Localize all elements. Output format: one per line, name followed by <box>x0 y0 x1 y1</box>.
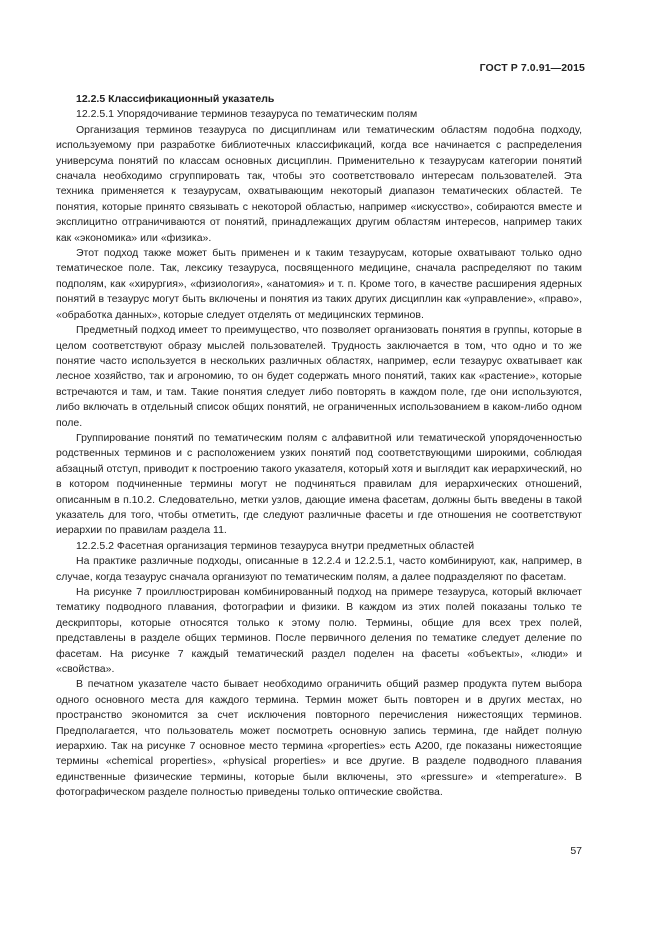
subsection-heading-12-2-5-2: 12.2.5.2 Фасетная организация терминов тезауруса внутри предметных областей <box>76 539 475 552</box>
paragraph: Организация терминов тезауруса по дисциплинам или тематическим областям подобна подходу, используемому при разработке библиотечных классификаций, когда все начинается с распределения универсума понятий по классам основных дисциплин. Применительно к тезаурусам категории понятий сначала необходимо сгруппировать так, чтобы это соответствовало интересам пользователей. Эта техника применяется к тезаурусам, охватывающим некоторый диапазон тематических областей. Те понятия, которые принято связывать с некоторой областью, например «искусство», собираются вместе и эксплицитно отграничиваются от понятий, принадлежащих другим областям интересов, например таких как «экономика» или «физика». <box>56 123 582 244</box>
paragraph: Этот подход также может быть применен и к таким тезаурусам, которые охватывают только одно тематическое поле. Так, лексику тезауруса, посвященного медицине, сначала распределяют по таким подполям, как «хирургия», «физиология», «анатомия» и т. п. Кроме того, в качестве расширения ядерных понятий в тезаурус могут быть включены и понятия из таких других дисциплин как «управление», «право», «обработка данных», которые следует отделять от медицинских терминов. <box>56 247 582 321</box>
paragraph: В печатном указателе часто бывает необходимо ограничить общий размер продукта путем выбора одного основного места для каждого термина. Термин может быть повторен и в других местах, но пространство экономится за счет исключения повторного перечисления нижестоящих терминов. Предполагается, что пользователь может посмотреть основную запись термина, где найдет полную иерархию. Так на рисунке 7 основное место термина «properties» есть A200, где показаны нижестоящие термины «chemical properties», «physical properties» и все другие. В разделе подводного плавания единственные физические термины, которые были включены, это «pressure» и «temperature». В фотографическом разделе полностью приведены только оптические свойства. <box>56 678 582 799</box>
paragraph: На рисунке 7 проиллюстрирован комбинированный подход на примере тезауруса, который включает тематику подводного плавания, фотографии и физики. В каждом из этих полей показаны только те дескрипторы, которые относятся только к этому полю. Термины, общие для всех трех полей, представлены в разделе общих терминов. После первичного деления по тематике следует деление по фасетам. На рисунке 7 каждый тематический раздел поделен на фасеты «объекты», «люди» и «свойства». <box>56 586 582 676</box>
document-body <box>56 92 582 801</box>
paragraph: Группирование понятий по тематическим полям с алфавитной или тематической упорядоченностью родственных терминов и с расположением узких понятий под соответствующими широкими, соблюдая абзацный отступ, приводит к построению такого указателя, который хотя и выглядит как иерархический, но в котором подчиненные термины могут не подчиняться правилам для иерархических отношений, описанным в п.10.2. Следовательно, метки узлов, дающие имена фасетам, должны быть введены в такой указатель для того, чтобы отметить, где следуют различные фасеты и где отношения не соответствуют иерархии по правилам раздела 11. <box>56 431 582 537</box>
subsection-heading-12-2-5-1: 12.2.5.1 Упорядочивание терминов тезауруса по тематическим полям <box>76 108 418 121</box>
paragraph: Предметный подход имеет то преимущество, что позволяет организовать понятия в группы, которые в целом соответствуют образу мыслей пользователей. Трудность заключается в том, что одно и то же понятие часто используется в нескольких различных областях, например, если тезаурус охватывает как лесное хозяйство, так и агрономию, то он будет содержать много понятий, таких как «растение», которые встречаются и там, и там. Такие понятия следует либо повторять в каждом поле, где они используются, либо включать в отдельный список общих понятий, не ограниченных использованием в каком-либо одном поле. <box>56 324 582 429</box>
page-number: 57 <box>570 845 582 857</box>
document-header: ГОСТ Р 7.0.91—2015 <box>479 62 585 74</box>
paragraph: На практике различные подходы, описанные в 12.2.4 и 12.2.5.1, часто комбинируют, как, например, в случае, когда тезаурус сначала организуют по тематическим полям, а далее подразделяют по фасетам. <box>56 555 582 583</box>
section-heading-12-2-5: 12.2.5 Классификационный указатель <box>76 93 275 105</box>
